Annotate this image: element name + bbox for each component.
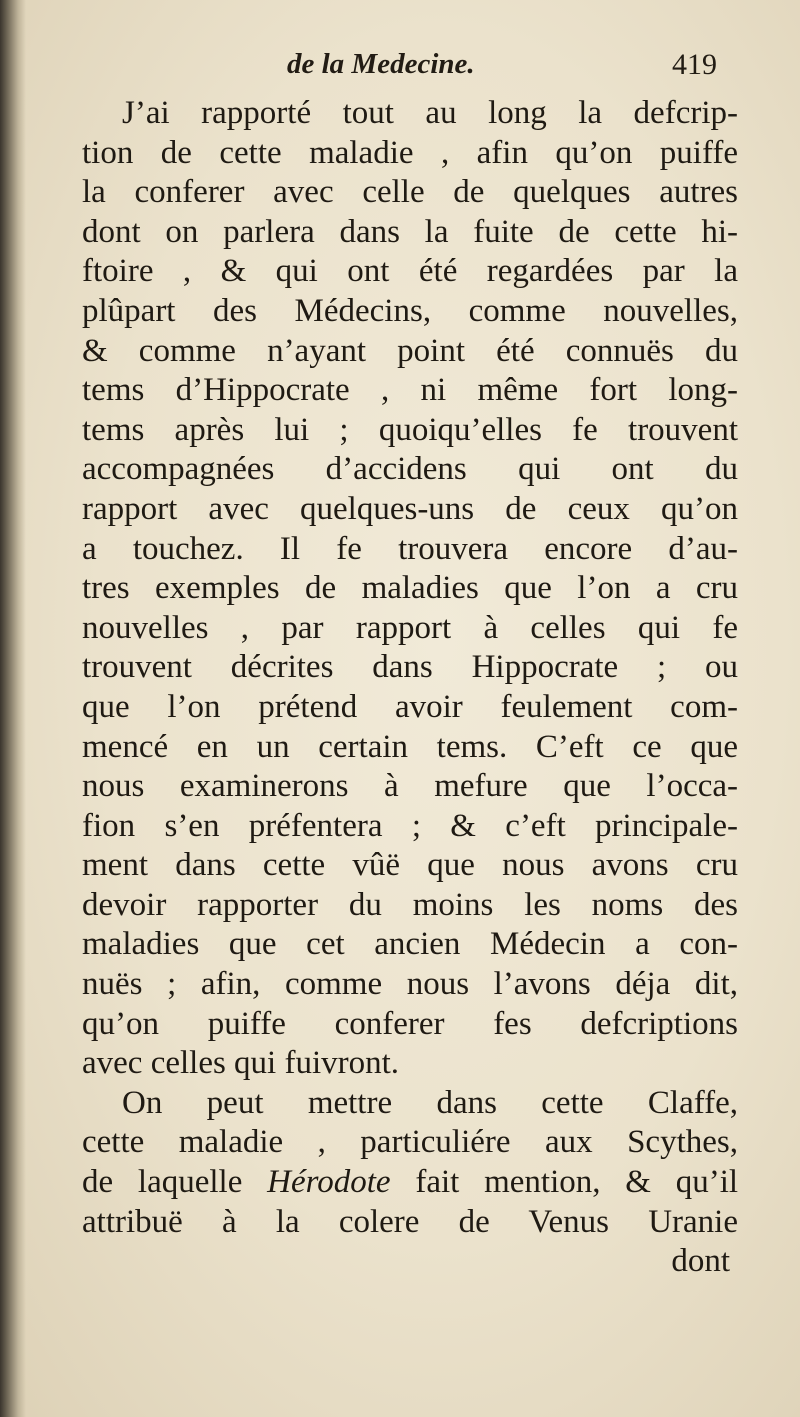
text-line: la conferer avec celle de quelques autres (82, 174, 738, 211)
text-line: tion de cette maladie , afin qu’on puiffe (82, 134, 738, 171)
text-line: rapport avec quelques-uns de ceux qu’on (82, 490, 738, 527)
text-line: a touchez. Il fe trouvera encore d’au- (82, 530, 738, 567)
text-line-mixed (82, 1163, 738, 1203)
page-number: 419 (672, 48, 717, 81)
text-line: mencé en un certain tems. C’eft ce que (82, 728, 738, 765)
text-line: accompagnées d’accidens qui ont du (82, 451, 738, 488)
text-line: qu’on puiffe conferer fes defcriptions (82, 1005, 738, 1042)
catchword: dont (671, 1243, 730, 1280)
text-line: devoir rapporter du moins les noms des (82, 886, 738, 923)
text-line: J’ai rapporté tout au long la defcrip- (122, 95, 738, 131)
text-line: nuës ; afin, comme nous l’avons déja dit, (82, 966, 738, 1003)
text-line: fion s’en préfentera ; & c’eft principale- (82, 807, 738, 844)
text-line: que l’on prétend avoir feulement com- (82, 688, 738, 725)
text-segment: de laquelle (82, 1164, 243, 1201)
text-line: trouvent décrites dans Hippocrate ; ou (82, 649, 738, 686)
text-line: & comme n’ayant point été connuës du (82, 332, 738, 369)
text-line: nous examinerons à mefure que l’occa- (82, 768, 738, 805)
body-text (82, 94, 738, 1282)
text-line: tems d’Hippocrate , ni même fort long- (82, 372, 738, 409)
text-line: ment dans cette vûë que nous avons cru (82, 847, 738, 884)
text-line: dont on parlera dans la fuite de cette hi- (82, 213, 738, 250)
text-line: nouvelles , par rapport à celles qui fe (82, 609, 738, 646)
page-header (0, 48, 800, 88)
text-line: tres exemples de maladies que l’on a cru (82, 570, 738, 607)
text-line: avec celles qui fuivront. (82, 1045, 400, 1082)
text-line: plûpart des Médecins, comme nouvelles, (82, 292, 738, 329)
italic-name-herodote: Hérodote (267, 1164, 391, 1201)
running-head: de la Medecine. (287, 48, 475, 80)
text-line: tems après lui ; quoiqu’elles fe trouvent (82, 411, 738, 448)
book-gutter-shadow (0, 0, 26, 1417)
text-line: maladies que cet ancien Médecin a con- (82, 926, 738, 963)
text-line: cette maladie , particuliére aux Scythes, (82, 1124, 738, 1161)
text-segment: fait mention, & qu’il (415, 1164, 739, 1201)
text-line: On peut mettre dans cette Claffe, (122, 1084, 738, 1121)
text-line: ftoire , & qui ont été regardées par la (82, 253, 738, 290)
text-line: attribuë à la colere de Venus Uranie (82, 1203, 738, 1240)
